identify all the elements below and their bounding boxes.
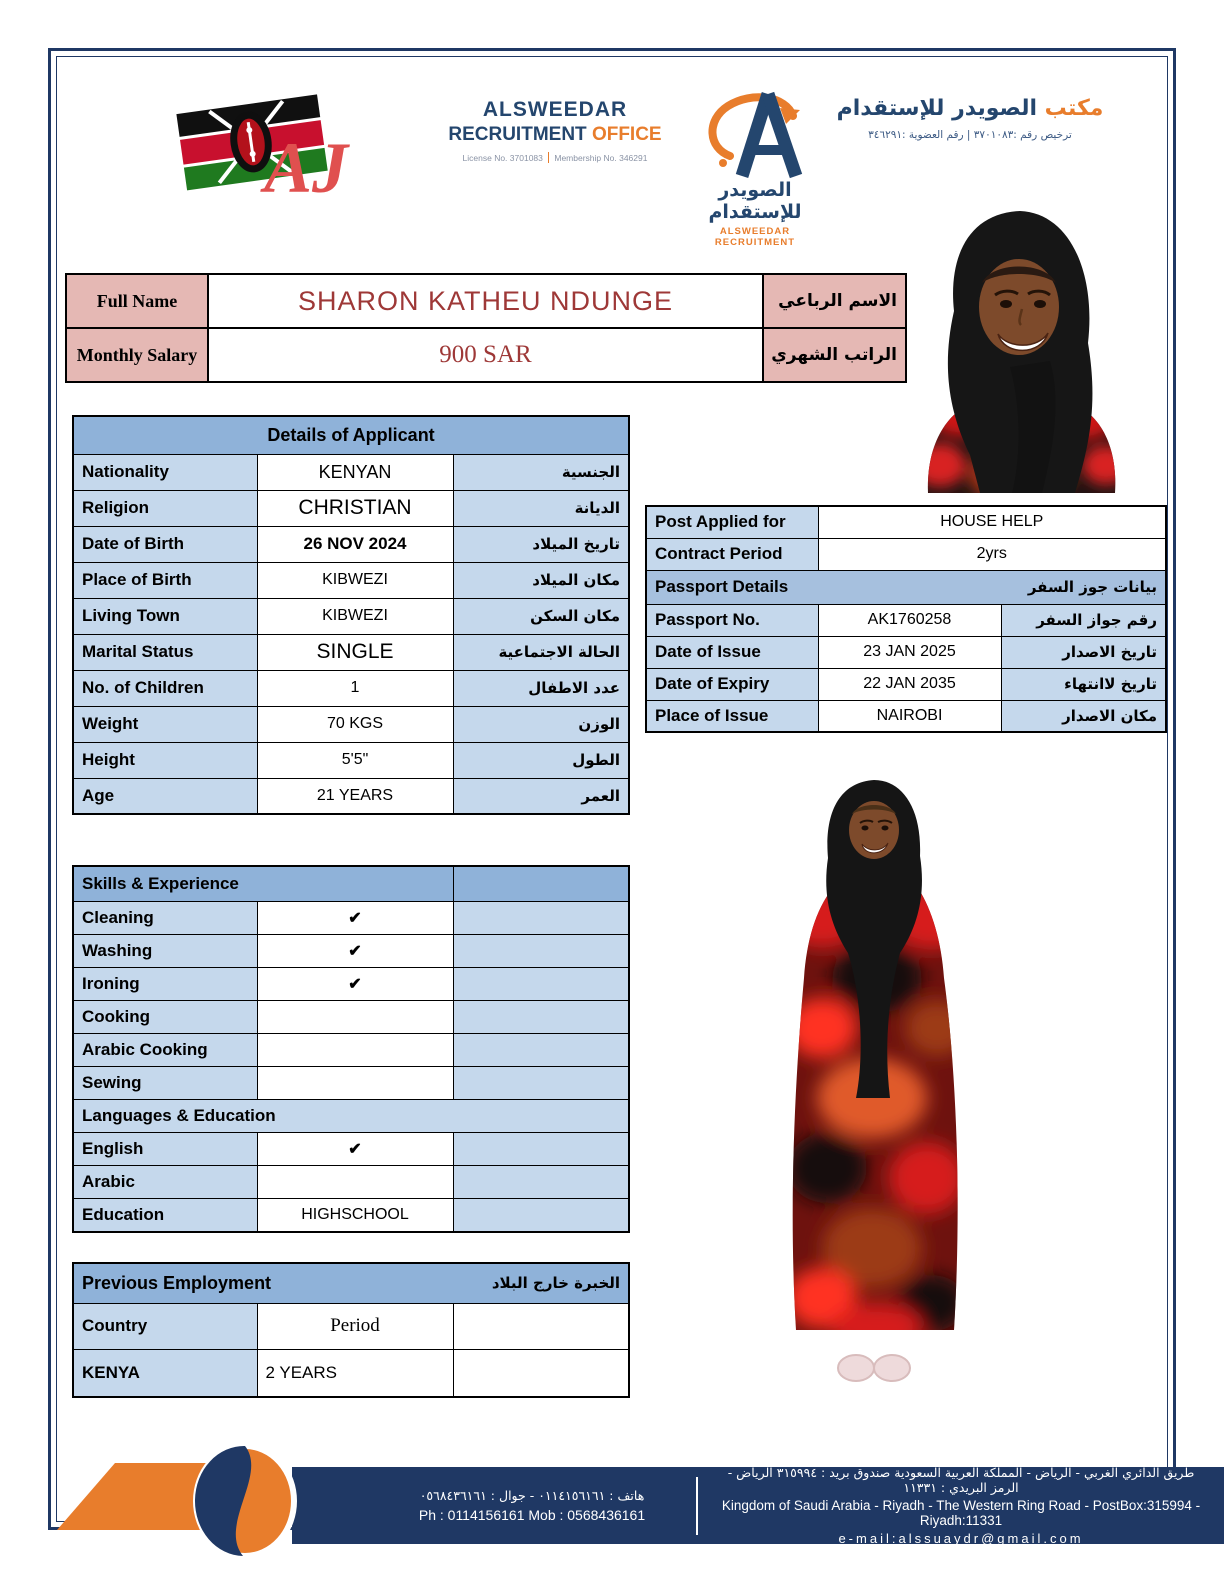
post-applied-value: HOUSE HELP xyxy=(818,506,1166,538)
passport-row-value: 23 JAN 2025 xyxy=(818,636,1001,668)
details-row-arabic: الوزن xyxy=(453,706,629,742)
office-arabic-title-prefix: مكتب xyxy=(1044,96,1104,121)
footer-email: e-mail:alssuaydr@gmail.com xyxy=(838,1531,1084,1546)
skill-row-label: Arabic Cooking xyxy=(73,1033,257,1066)
details-table-title: Details of Applicant xyxy=(73,416,629,454)
membership-number: Membership No. 346291 xyxy=(554,152,648,163)
details-row-value: KENYAN xyxy=(257,454,453,490)
skill-row-label: Sewing xyxy=(73,1066,257,1099)
details-row-value: 70 KGS xyxy=(257,706,453,742)
previous-employment-title-ar: الخبرة خارج البلاد xyxy=(491,1274,621,1293)
passport-row-value: 22 JAN 2035 xyxy=(818,668,1001,700)
footer-address-english: Kingdom of Saudi Arabia - Riyadh - The Western Ring Road - PostBox:315994 - Riyadh:11331 xyxy=(721,1498,1201,1528)
details-row-label: Place of Birth xyxy=(73,562,257,598)
office-arabic-title-block xyxy=(830,96,1110,141)
details-row-label: Date of Birth xyxy=(73,526,257,562)
education-label: Education xyxy=(73,1198,257,1232)
language-row-label: Arabic xyxy=(73,1165,257,1198)
details-row-value: KIBWEZI xyxy=(257,598,453,634)
applicant-portrait-photo xyxy=(900,203,1145,493)
languages-education-subheader: Languages & Education xyxy=(73,1099,629,1132)
details-row-arabic: عدد الاطفال xyxy=(453,670,629,706)
details-of-applicant-table xyxy=(72,415,630,815)
office-arabic-license-line: ترخيص رقم :٣٧٠١٠٨٣ | رقم العضوية :٣٤٦٢٩١ xyxy=(868,129,1072,141)
language-check-cell xyxy=(257,1165,453,1198)
details-row-value: CHRISTIAN xyxy=(257,490,453,526)
previous-employment-header xyxy=(73,1263,629,1303)
passport-row-label: Date of Expiry xyxy=(646,668,818,700)
employment-period-header: Period xyxy=(257,1303,453,1349)
alsweedar-a-logo-icon xyxy=(700,80,810,180)
employment-country-header: Country xyxy=(73,1303,257,1349)
language-row-spacer xyxy=(453,1165,629,1198)
footer-phone-arabic: هاتف : ٠١١٤١٥٦١٦١ - جوال : ٠٥٦٨٤٣٦١٦١ xyxy=(419,1488,645,1503)
office-name-line2 xyxy=(430,124,680,146)
details-row-arabic: الجنسية xyxy=(453,454,629,490)
skill-check-cell: ✔ xyxy=(257,901,453,934)
office-arabic-title-rest: الصويدر للإستقدام xyxy=(836,96,1037,121)
office-arabic-title xyxy=(830,96,1110,121)
skill-row-spacer xyxy=(453,1033,629,1066)
monthly-salary-value: 900 SAR xyxy=(208,328,763,382)
language-row-label: English xyxy=(73,1132,257,1165)
details-row-value: 1 xyxy=(257,670,453,706)
passport-row-value: AK1760258 xyxy=(818,604,1001,636)
full-name-arabic-label: الاسم الرباعي xyxy=(763,274,906,328)
details-row-value: 5'5" xyxy=(257,742,453,778)
skill-check-cell: ✔ xyxy=(257,934,453,967)
applicant-fullbody-photo xyxy=(752,768,1004,1403)
office-recruitment-word: RECRUITMENT xyxy=(448,124,587,145)
language-row-spacer xyxy=(453,1132,629,1165)
employment-row-spacer xyxy=(453,1349,629,1397)
contract-period-label: Contract Period xyxy=(646,538,818,570)
skill-check-cell: ✔ xyxy=(257,967,453,1000)
footer-orange-shape xyxy=(57,1463,215,1530)
details-row-label: Height xyxy=(73,742,257,778)
post-applied-label: Post Applied for xyxy=(646,506,818,538)
details-row-label: Marital Status xyxy=(73,634,257,670)
details-row-label: Age xyxy=(73,778,257,814)
footer-address-arabic: طريق الدائري الغربي - الرياض - المملكة العربية السعودية صندوق بريد : ٣١٥٩٩٤ الرياض - الرمز البريدي : ١١٣٣١ xyxy=(727,1465,1195,1495)
alsweedar-logo-block xyxy=(680,80,830,248)
svg-text:AJ: AJ xyxy=(264,128,349,208)
details-row-label: Religion xyxy=(73,490,257,526)
details-row-arabic: الديانة xyxy=(453,490,629,526)
employment-period-value: 2 YEARS xyxy=(257,1349,453,1397)
license-divider xyxy=(548,152,550,163)
kenya-flag-aj-logo xyxy=(156,80,351,220)
brand-arabic-name: الصويدر للإستقدام xyxy=(708,179,802,223)
passport-row-label: Place of Issue xyxy=(646,700,818,732)
passport-row-value: NAIROBI xyxy=(818,700,1001,732)
previous-employment-title-en: Previous Employment xyxy=(82,1272,272,1293)
education-value: HIGHSCHOOL xyxy=(257,1198,453,1232)
passport-details-header xyxy=(646,570,1166,604)
contract-period-value: 2yrs xyxy=(818,538,1166,570)
skill-row-label: Cooking xyxy=(73,1000,257,1033)
monthly-salary-arabic-label: الراتب الشهري xyxy=(763,328,906,382)
passport-details-header-ar: بيانات جوز السفر xyxy=(1027,578,1158,596)
skill-check-cell xyxy=(257,1066,453,1099)
monthly-salary-label: Monthly Salary xyxy=(66,328,208,382)
skill-row-label: Cleaning xyxy=(73,901,257,934)
education-row-spacer xyxy=(453,1198,629,1232)
details-row-arabic: مكان الميلاد xyxy=(453,562,629,598)
details-row-arabic: الطول xyxy=(453,742,629,778)
employment-header-spacer xyxy=(453,1303,629,1349)
details-row-value: 21 YEARS xyxy=(257,778,453,814)
skill-check-cell xyxy=(257,1033,453,1066)
skill-row-label: Washing xyxy=(73,934,257,967)
passport-details-header-en: Passport Details xyxy=(655,577,789,596)
passport-row-arabic: تاريخ لاانتهاء xyxy=(1001,668,1166,700)
details-row-label: Living Town xyxy=(73,598,257,634)
passport-row-arabic: مكان الاصدار xyxy=(1001,700,1166,732)
office-name-line1: ALSWEEDAR xyxy=(482,98,628,121)
language-check-cell: ✔ xyxy=(257,1132,453,1165)
footer-address-block xyxy=(712,1465,1224,1546)
skill-row-spacer xyxy=(453,1000,629,1033)
skill-row-spacer xyxy=(453,1066,629,1099)
passport-row-label: Date of Issue xyxy=(646,636,818,668)
details-row-value: KIBWEZI xyxy=(257,562,453,598)
office-office-word: OFFICE xyxy=(591,124,662,145)
brand-english-name: ALSWEEDAR RECRUITMENT xyxy=(714,226,796,248)
skill-row-spacer xyxy=(453,934,629,967)
details-row-arabic: مكان السكن xyxy=(453,598,629,634)
details-row-arabic: تاريخ الميلاد xyxy=(453,526,629,562)
details-row-label: Weight xyxy=(73,706,257,742)
footer-logo-art xyxy=(0,1430,700,1584)
license-number: License No. 3701083 xyxy=(462,152,543,163)
office-license-line xyxy=(430,152,680,163)
details-row-arabic: الحالة الاجتماعية xyxy=(453,634,629,670)
skill-row-spacer xyxy=(453,967,629,1000)
skills-table-title: Skills & Experience xyxy=(73,866,453,901)
passport-row-arabic: رقم جواز السفر xyxy=(1001,604,1166,636)
passport-details-table xyxy=(645,505,1167,733)
details-row-label: Nationality xyxy=(73,454,257,490)
skills-experience-table xyxy=(72,865,630,1233)
details-row-value: SINGLE xyxy=(257,634,453,670)
full-name-value: SHARON KATHEU NDUNGE xyxy=(208,274,763,328)
recruitment-office-heading xyxy=(430,98,680,163)
previous-employment-table xyxy=(72,1262,630,1398)
passport-row-label: Passport No. xyxy=(646,604,818,636)
passport-row-arabic: تاريخ الاصدار xyxy=(1001,636,1166,668)
employment-country-value: KENYA xyxy=(73,1349,257,1397)
skill-row-label: Ironing xyxy=(73,967,257,1000)
full-name-label: Full Name xyxy=(66,274,208,328)
details-row-label: No. of Children xyxy=(73,670,257,706)
skill-check-cell xyxy=(257,1000,453,1033)
skills-header-spacer xyxy=(453,866,629,901)
skill-row-spacer xyxy=(453,901,629,934)
details-row-value: 26 NOV 2024 xyxy=(257,526,453,562)
footer-phone-english: Ph : 0114156161 Mob : 0568436161 xyxy=(418,1507,646,1523)
name-salary-table xyxy=(65,273,907,383)
details-row-arabic: العمر xyxy=(453,778,629,814)
